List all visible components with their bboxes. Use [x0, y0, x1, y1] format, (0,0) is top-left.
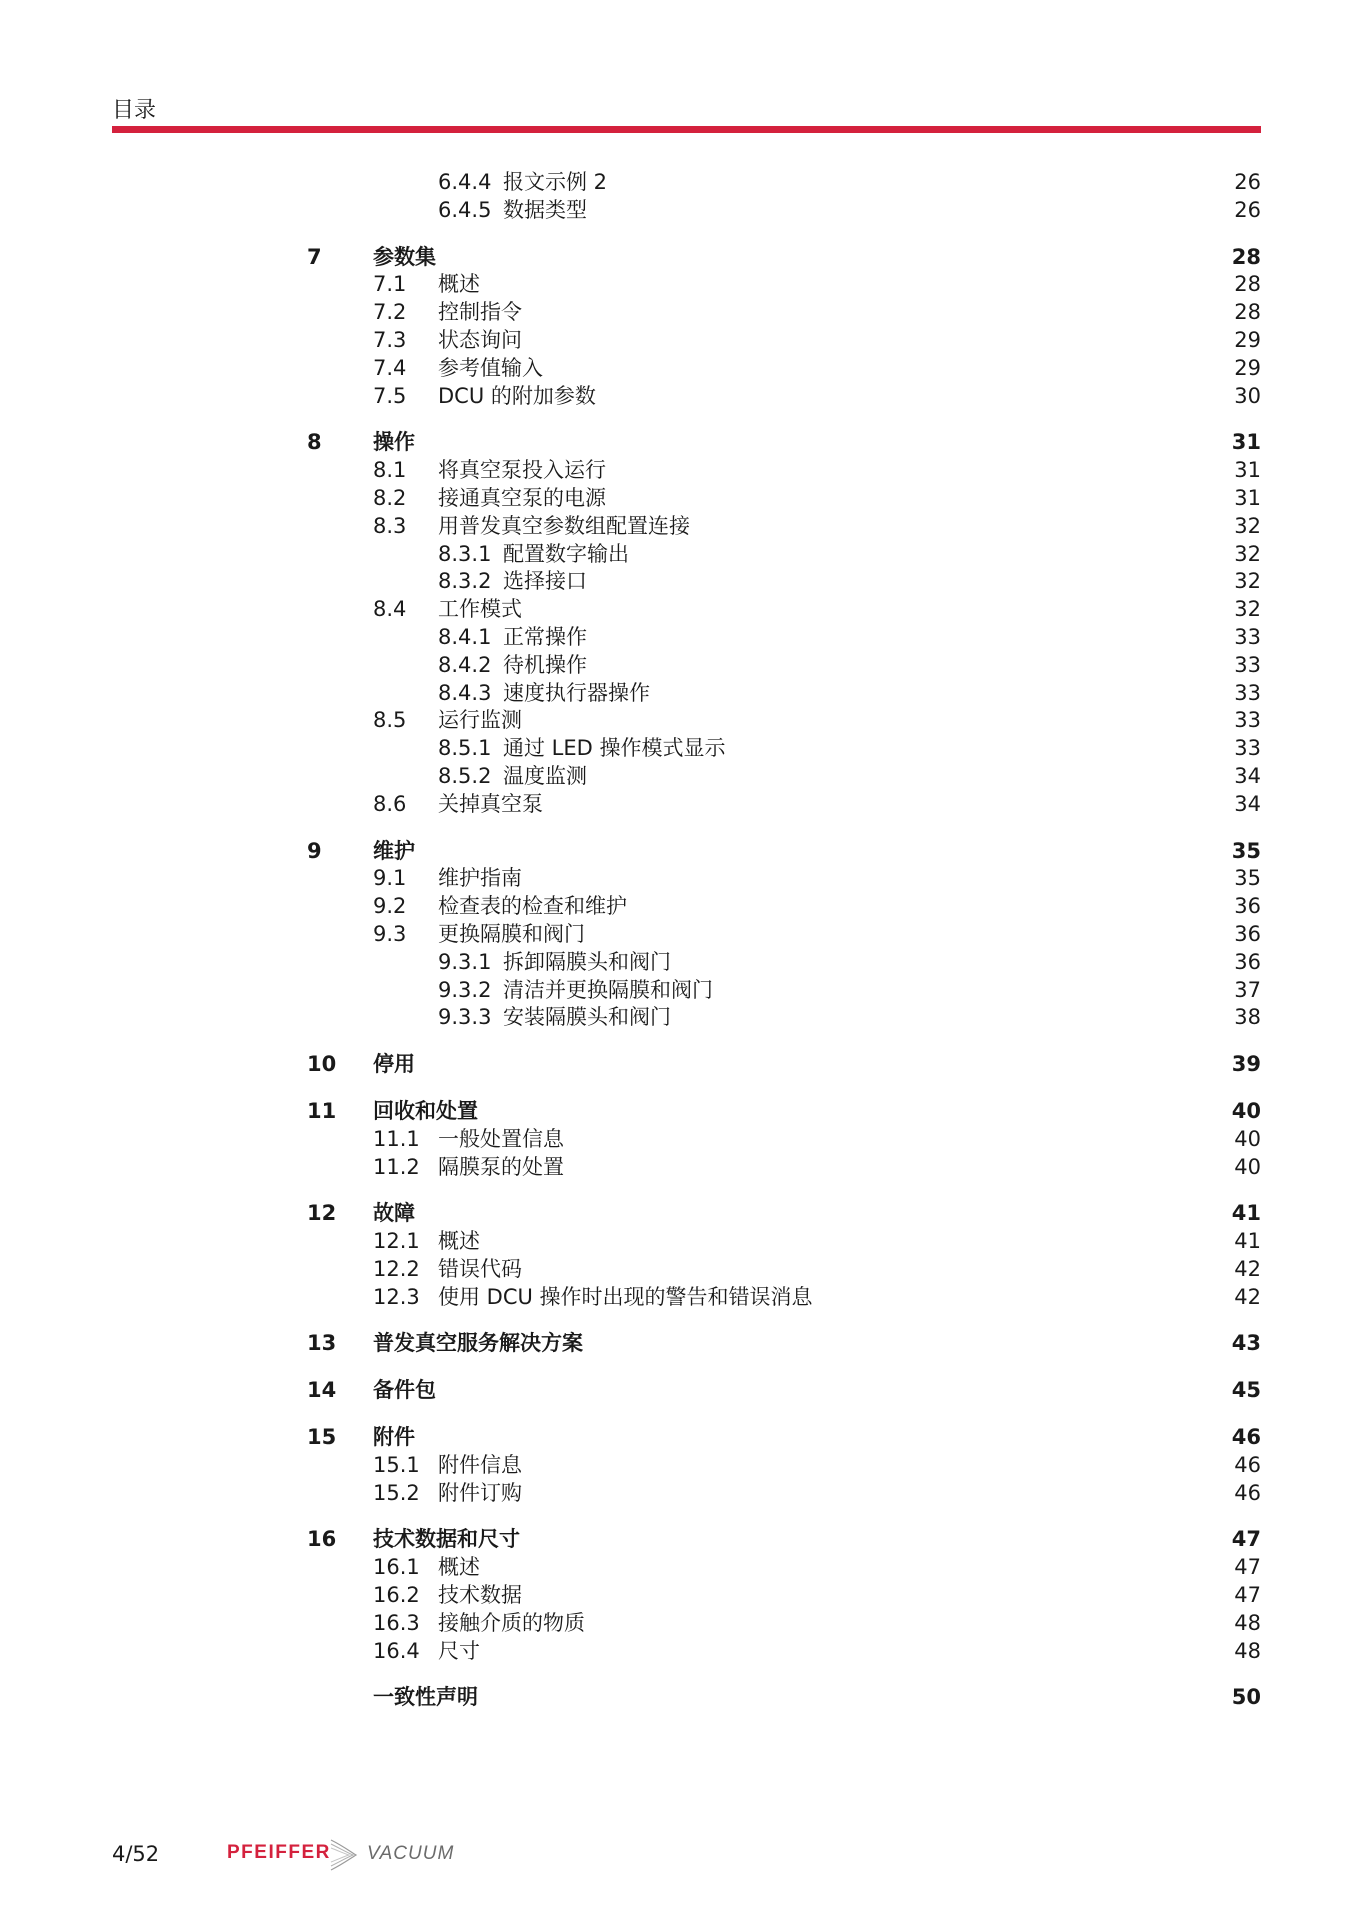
- toc-entry[interactable]: [0, 735, 1360, 763]
- toc-entry-page: 36: [1234, 921, 1261, 946]
- toc-entry-page: 32: [1234, 597, 1261, 622]
- toc-entry-page: 46: [1231, 1425, 1261, 1450]
- toc-section: [0, 429, 1360, 818]
- toc-section: [0, 1526, 1360, 1665]
- toc-entry-page: 35: [1231, 838, 1261, 863]
- header-title: 目录: [112, 98, 157, 123]
- toc-entry-title: 错误代码: [438, 1256, 522, 1281]
- toc-entry-number: 16: [307, 1527, 337, 1552]
- toc-entry[interactable]: [0, 865, 1360, 893]
- toc-entry-title: 状态询问: [438, 327, 522, 352]
- toc-entry-title: 一致性声明: [373, 1685, 478, 1710]
- toc-entry-page: 40: [1234, 1126, 1261, 1151]
- toc-entry-title: 维护指南: [438, 866, 522, 891]
- toc-entry-number: 9.3.2: [438, 977, 492, 1002]
- toc-entry-number: 9.3.1: [438, 949, 492, 974]
- toc-entry-page: 30: [1234, 383, 1261, 408]
- toc-entry-number: 15.2: [373, 1480, 420, 1505]
- toc-entry-number: 12.1: [373, 1229, 420, 1254]
- toc-entry[interactable]: [0, 1424, 1360, 1452]
- toc-entry[interactable]: [0, 893, 1360, 921]
- toc-section: [0, 838, 1360, 1033]
- logo-brand-text: PFEIFFER: [227, 1842, 331, 1863]
- toc-entry-number: 11: [307, 1098, 337, 1123]
- toc-entry-page: 41: [1231, 1201, 1261, 1226]
- logo-suffix-text: VACUUM: [367, 1843, 455, 1864]
- toc-entry-title: 概述: [438, 1229, 480, 1254]
- toc-entry[interactable]: [0, 1228, 1360, 1256]
- toc-entry-title: 温度监测: [503, 763, 587, 788]
- toc-entry[interactable]: [0, 1256, 1360, 1284]
- toc-entry-number: 9.3: [373, 921, 407, 946]
- toc-entry[interactable]: [0, 169, 1360, 197]
- toc-entry-number: 16.1: [373, 1555, 420, 1580]
- toc-entry[interactable]: [0, 1377, 1360, 1405]
- toc-entry-number: 15: [307, 1425, 337, 1450]
- toc-entry-title: 待机操作: [503, 652, 587, 677]
- toc-entry[interactable]: [0, 763, 1360, 791]
- toc-entry-number: 9.3.3: [438, 1005, 492, 1030]
- toc-entry-title: 正常操作: [503, 624, 587, 649]
- toc-entry-number: 9.1: [373, 866, 407, 891]
- toc-entry-page: 34: [1234, 763, 1261, 788]
- toc-entry-title: 一般处置信息: [438, 1126, 564, 1151]
- pfeiffer-vacuum-logo: [227, 1838, 487, 1872]
- toc-entry-number: 13: [307, 1331, 337, 1356]
- toc-entry-title: 附件: [373, 1425, 415, 1450]
- toc-entry-number: 15.1: [373, 1452, 420, 1477]
- toc-entry-title: 选择接口: [503, 569, 587, 594]
- toc-entry[interactable]: [0, 624, 1360, 652]
- toc-entry-number: 12: [307, 1201, 337, 1226]
- toc-entry-title: 技术数据和尺寸: [373, 1527, 520, 1552]
- toc-entry-title: 接触介质的物质: [438, 1610, 585, 1635]
- toc-entry-number: 16.4: [373, 1638, 420, 1663]
- toc-entry-title: 维护: [373, 838, 415, 863]
- toc-section: [0, 169, 1360, 225]
- toc-entry-page: 42: [1234, 1284, 1261, 1309]
- toc-entry-page: 31: [1234, 458, 1261, 483]
- toc-entry[interactable]: [0, 1554, 1360, 1582]
- toc-entry[interactable]: [0, 921, 1360, 949]
- toc-entry[interactable]: [0, 1526, 1360, 1554]
- toc-entry-page: 26: [1234, 197, 1261, 222]
- toc-entry[interactable]: [0, 429, 1360, 457]
- toc-entry[interactable]: [0, 1638, 1360, 1666]
- toc-entry-number: 16.2: [373, 1583, 420, 1608]
- toc-entry[interactable]: [0, 680, 1360, 708]
- toc-entry-number: 8.2: [373, 485, 407, 510]
- toc-entry-title: 将真空泵投入运行: [438, 458, 606, 483]
- toc-entry-page: 37: [1234, 977, 1261, 1002]
- toc-entry-page: 50: [1231, 1685, 1261, 1710]
- toc-entry[interactable]: [0, 652, 1360, 680]
- toc-entry[interactable]: [0, 541, 1360, 569]
- toc-entry-number: 8.3: [373, 513, 407, 538]
- toc-section: [0, 1098, 1360, 1181]
- toc-entry-title: 检查表的检查和维护: [438, 894, 627, 919]
- toc-entry-page: 29: [1234, 355, 1261, 380]
- toc-entry-title: 备件包: [373, 1378, 436, 1403]
- toc-entry-number: 11.1: [373, 1126, 420, 1151]
- toc-entry[interactable]: [0, 355, 1360, 383]
- toc-entry-number: 7.1: [373, 272, 407, 297]
- toc-entry[interactable]: [0, 1582, 1360, 1610]
- toc-entry[interactable]: [0, 197, 1360, 225]
- toc-section: [0, 1330, 1360, 1358]
- toc-entry-page: 43: [1231, 1331, 1261, 1356]
- toc-entry-page: 35: [1234, 866, 1261, 891]
- toc-entry-page: 39: [1231, 1052, 1261, 1077]
- toc-entry-number: 16.3: [373, 1610, 420, 1635]
- toc-entry[interactable]: [0, 1154, 1360, 1182]
- toc-entry-title: DCU 的附加参数: [438, 383, 596, 408]
- toc-entry-page: 40: [1231, 1098, 1261, 1123]
- toc-entry-page: 33: [1234, 708, 1261, 733]
- toc-entry-page: 48: [1234, 1610, 1261, 1635]
- toc-entry-page: 32: [1234, 541, 1261, 566]
- toc-entry-number: 11.2: [373, 1154, 420, 1179]
- toc-entry-number: 8: [307, 430, 322, 455]
- toc-entry-number: 8.3.1: [438, 541, 492, 566]
- toc-entry[interactable]: [0, 1452, 1360, 1480]
- toc-entry-title: 配置数字输出: [503, 541, 629, 566]
- toc-entry[interactable]: [0, 977, 1360, 1005]
- toc-entry[interactable]: [0, 596, 1360, 624]
- toc-entry-number: 6.4.4: [438, 170, 492, 194]
- toc-entry-title: 关掉真空泵: [438, 791, 543, 816]
- toc-entry-page: 47: [1231, 1527, 1261, 1552]
- toc-entry-number: 8.4: [373, 597, 407, 622]
- toc-entry-page: 31: [1234, 485, 1261, 510]
- toc-entry-number: 8.5.1: [438, 736, 492, 761]
- toc-section: [0, 1424, 1360, 1507]
- toc-entry[interactable]: [0, 1051, 1360, 1079]
- toc-entry-title: 停用: [373, 1052, 415, 1077]
- toc-entry-title: 使用 DCU 操作时出现的警告和错误消息: [438, 1284, 813, 1309]
- toc-entry[interactable]: [0, 1200, 1360, 1228]
- toc-entry[interactable]: [0, 949, 1360, 977]
- toc-entry-page: 32: [1234, 513, 1261, 538]
- toc-entry-title: 技术数据: [438, 1583, 522, 1608]
- toc-entry-title: 参数集: [373, 244, 436, 269]
- toc-entry[interactable]: [0, 271, 1360, 299]
- toc-entry-page: 36: [1234, 949, 1261, 974]
- toc-entry-page: 34: [1234, 791, 1261, 816]
- toc-entry-number: 10: [307, 1052, 337, 1077]
- toc-entry-title: 概述: [438, 272, 480, 297]
- toc-entry[interactable]: [0, 485, 1360, 513]
- toc-entry[interactable]: [0, 457, 1360, 485]
- toc-entry-number: 7.2: [373, 300, 407, 325]
- logo-swoosh-icon: [329, 1838, 359, 1872]
- toc-entry[interactable]: [0, 568, 1360, 596]
- toc-entry-number: 8.5: [373, 708, 407, 733]
- toc-entry-title: 尺寸: [438, 1638, 480, 1663]
- toc-entry-title: 控制指令: [438, 300, 522, 325]
- toc-entry[interactable]: [0, 707, 1360, 735]
- toc-entry[interactable]: [0, 1480, 1360, 1508]
- toc-entry-title: 回收和处置: [373, 1098, 478, 1123]
- toc-entry-number: 8.1: [373, 458, 407, 483]
- toc-entry[interactable]: [0, 1330, 1360, 1358]
- toc-entry-title: 速度执行器操作: [503, 680, 650, 705]
- toc-entry-title: 清洁并更换隔膜和阀门: [503, 977, 713, 1002]
- toc-entry-number: 8.4.1: [438, 624, 492, 649]
- toc-entry-page: 46: [1234, 1452, 1261, 1477]
- toc-entry[interactable]: [0, 327, 1360, 355]
- toc-entry-title: 报文示例 2: [503, 170, 608, 194]
- toc-entry-number: 9: [307, 838, 322, 863]
- toc-entry-page: 28: [1234, 300, 1261, 325]
- toc-entry-number: 9.2: [373, 894, 407, 919]
- toc-entry[interactable]: [0, 838, 1360, 866]
- toc-entry-title: 更换隔膜和阀门: [438, 921, 585, 946]
- toc-entry-page: 42: [1234, 1256, 1261, 1281]
- toc-entry[interactable]: [0, 1098, 1360, 1126]
- toc-entry-number: 14: [307, 1378, 337, 1403]
- toc-section: [0, 1051, 1360, 1079]
- toc-entry-number: 7: [307, 244, 322, 269]
- toc-entry-page: 33: [1234, 624, 1261, 649]
- toc-section: [0, 1684, 1360, 1712]
- toc-section: [0, 1200, 1360, 1311]
- toc-entry[interactable]: [0, 383, 1360, 411]
- toc-entry[interactable]: [0, 1284, 1360, 1312]
- toc-entry-title: 接通真空泵的电源: [438, 485, 606, 510]
- toc-section: [0, 1377, 1360, 1405]
- toc-entry-number: 7.4: [373, 355, 407, 380]
- toc-entry[interactable]: [0, 1684, 1360, 1712]
- toc-entry-title: 隔膜泵的处置: [438, 1154, 564, 1179]
- toc-entry-number: 12.3: [373, 1284, 420, 1309]
- toc-entry-page: 41: [1234, 1229, 1261, 1254]
- toc-entry-title: 数据类型: [503, 197, 587, 222]
- toc-entry-page: 48: [1234, 1638, 1261, 1663]
- toc-entry-title: 故障: [373, 1201, 415, 1226]
- toc-entry-page: 40: [1234, 1154, 1261, 1179]
- toc-entry-page: 36: [1234, 894, 1261, 919]
- toc-entry[interactable]: [0, 244, 1360, 272]
- toc-entry-page: 33: [1234, 736, 1261, 761]
- toc-entry-title: 拆卸隔膜头和阀门: [503, 949, 671, 974]
- toc-entry-number: 6.4.5: [438, 197, 492, 222]
- toc-entry-page: 38: [1234, 1005, 1261, 1030]
- toc-entry-page: 45: [1231, 1378, 1261, 1403]
- toc-entry-number: 8.3.2: [438, 569, 492, 594]
- toc-entry-title: 工作模式: [438, 597, 522, 622]
- toc-entry-page: 33: [1234, 652, 1261, 677]
- toc-entry-number: 8.4.3: [438, 680, 492, 705]
- table-of-contents: [0, 169, 1360, 1731]
- toc-section: [0, 244, 1360, 411]
- toc-entry-title: 用普发真空参数组配置连接: [438, 513, 690, 538]
- toc-entry[interactable]: [0, 1610, 1360, 1638]
- toc-entry-page: 47: [1234, 1583, 1261, 1608]
- toc-entry-title: 通过 LED 操作模式显示: [503, 736, 726, 761]
- toc-entry-title: 操作: [373, 430, 415, 455]
- header-rule: [112, 126, 1261, 133]
- toc-entry-title: 概述: [438, 1555, 480, 1580]
- toc-entry-page: 31: [1231, 430, 1261, 455]
- toc-entry-title: 参考值输入: [438, 355, 543, 380]
- toc-entry-title: 安装隔膜头和阀门: [503, 1005, 671, 1030]
- toc-entry-page: 29: [1234, 327, 1261, 352]
- toc-entry-title: 附件信息: [438, 1452, 522, 1477]
- toc-entry[interactable]: [0, 299, 1360, 327]
- toc-entry-title: 普发真空服务解决方案: [373, 1331, 583, 1356]
- toc-entry-page: 28: [1234, 272, 1261, 297]
- toc-entry[interactable]: [0, 513, 1360, 541]
- toc-entry-number: 8.5.2: [438, 763, 492, 788]
- toc-entry-number: 8.4.2: [438, 652, 492, 677]
- toc-entry-number: 8.6: [373, 791, 407, 816]
- toc-entry-page: 26: [1234, 170, 1261, 194]
- toc-entry[interactable]: [0, 1126, 1360, 1154]
- toc-entry-page: 46: [1234, 1480, 1261, 1505]
- toc-entry[interactable]: [0, 791, 1360, 819]
- toc-entry-title: 附件订购: [438, 1480, 522, 1505]
- toc-entry-page: 28: [1231, 244, 1261, 269]
- toc-entry-page: 32: [1234, 569, 1261, 594]
- toc-entry-page: 33: [1234, 680, 1261, 705]
- toc-entry-title: 运行监测: [438, 708, 522, 733]
- footer-page-number: 4/52: [112, 1842, 160, 1866]
- toc-entry-number: 12.2: [373, 1256, 420, 1281]
- toc-entry-page: 47: [1234, 1555, 1261, 1580]
- toc-entry-number: 7.3: [373, 327, 407, 352]
- toc-entry-number: 7.5: [373, 383, 407, 408]
- toc-entry[interactable]: [0, 1004, 1360, 1032]
